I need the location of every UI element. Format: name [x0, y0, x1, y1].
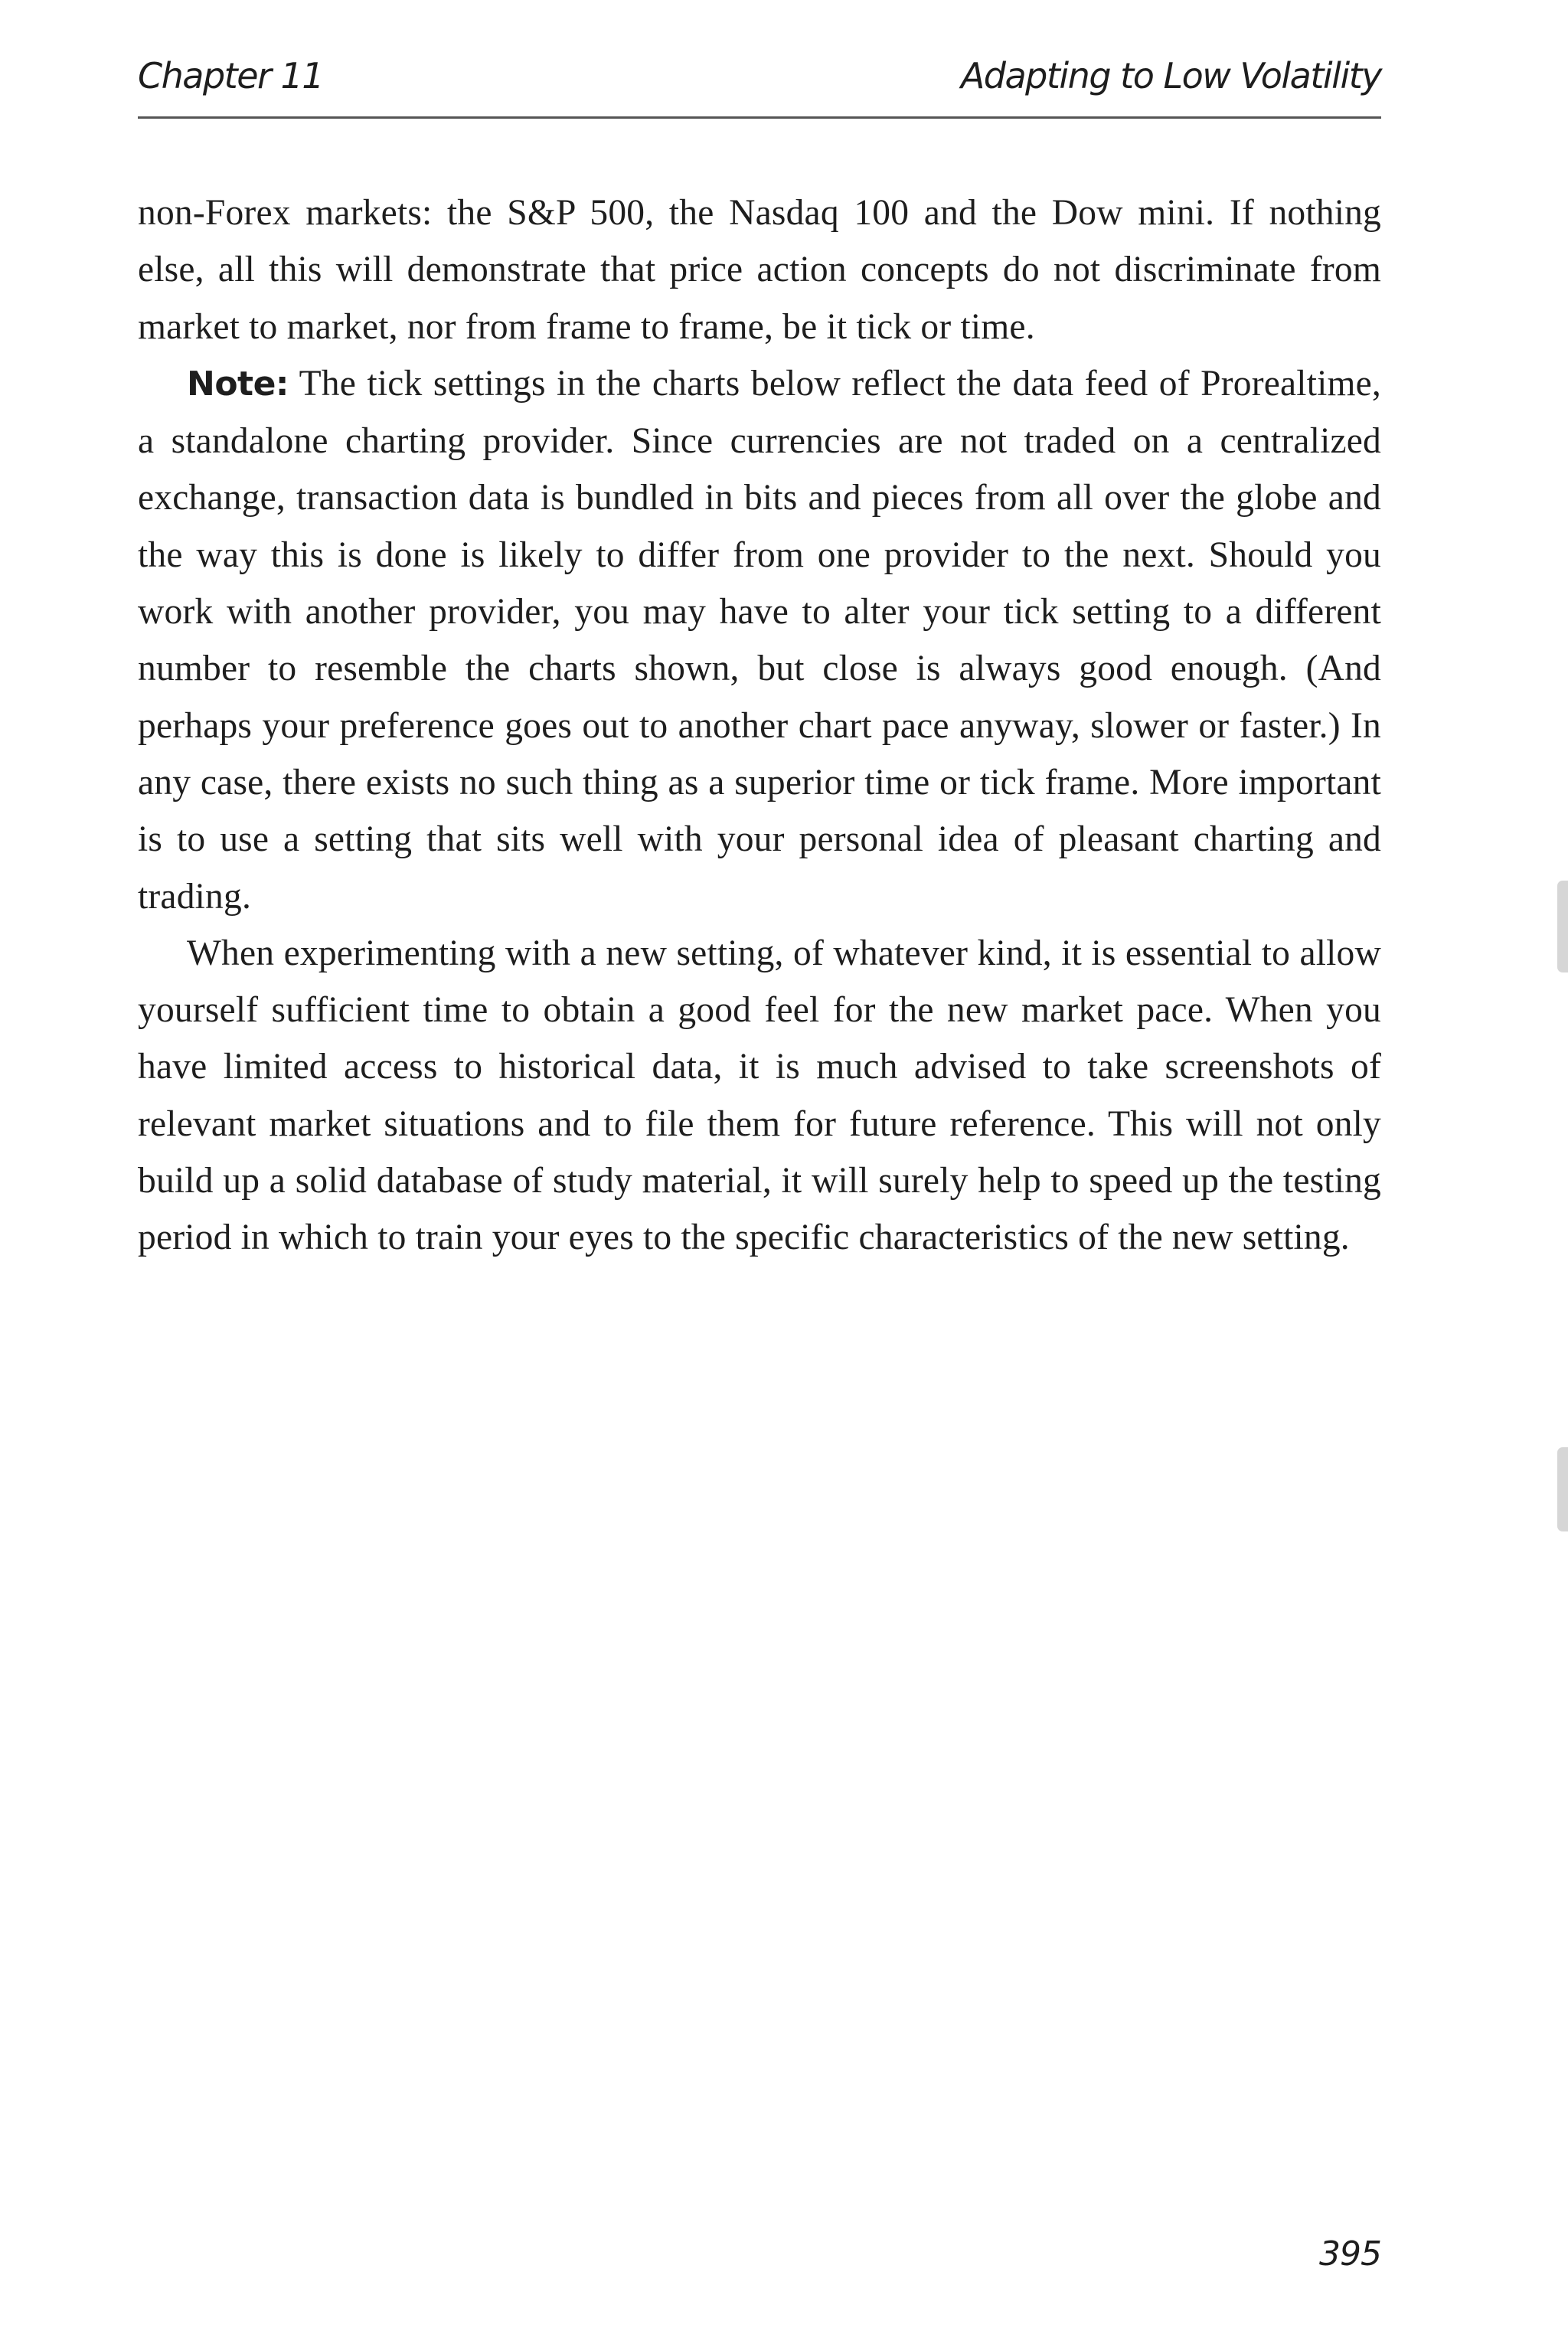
- running-head: [138, 47, 1381, 119]
- paragraph-2: [138, 355, 1381, 925]
- paragraph-2-text: The tick settings in the charts below reflect the data feed of Prorealtime, a standalone charting provider. Since currencies are not traded on a centralized exchange, transaction data is bundled in bits and pieces from all over the globe and the way this is done is likely to differ from one provider to the next. Should you work with another provider, you may have to alter your tick setting to a different number to resemble the charts shown, but close is always good enough. (And perhaps your preference goes out to another chart pace anyway, slower or faster.) In any case, there exists no such thing as a superior time or tick frame. More important is to use a setting that sits well with your personal idea of pleasant charting and trading.: [138, 363, 1381, 917]
- section-title: Adapting to Low Volatility: [960, 55, 1381, 96]
- page-edge-shadow: [1557, 1447, 1568, 1531]
- paragraph-3: When experimenting with a new setting, of whatever kind, it is essential to allow yourself sufficient time to obtain a good feel for the new market pace. When you have limited access to historical data, it is much advised to take screenshots of relevant market situations and to file them for future reference. This will not only build up a solid database of study material, it will surely help to speed up the testing period in which to train your eyes to the specific characteristics of the new setting.: [138, 933, 1381, 1258]
- body-text: [138, 185, 1381, 1267]
- paragraph-1: non-Forex markets: the S&P 500, the Nasdaq 100 and the Dow mini. If nothing else, all this will demonstrate that price action concepts do not discriminate from market to market, nor from frame to frame, be it tick or time.: [138, 193, 1381, 347]
- page-number: 395: [1319, 2234, 1381, 2273]
- page-edge-shadow: [1557, 881, 1568, 972]
- note-label: Note:: [187, 364, 289, 404]
- chapter-label: Chapter 11: [138, 55, 324, 96]
